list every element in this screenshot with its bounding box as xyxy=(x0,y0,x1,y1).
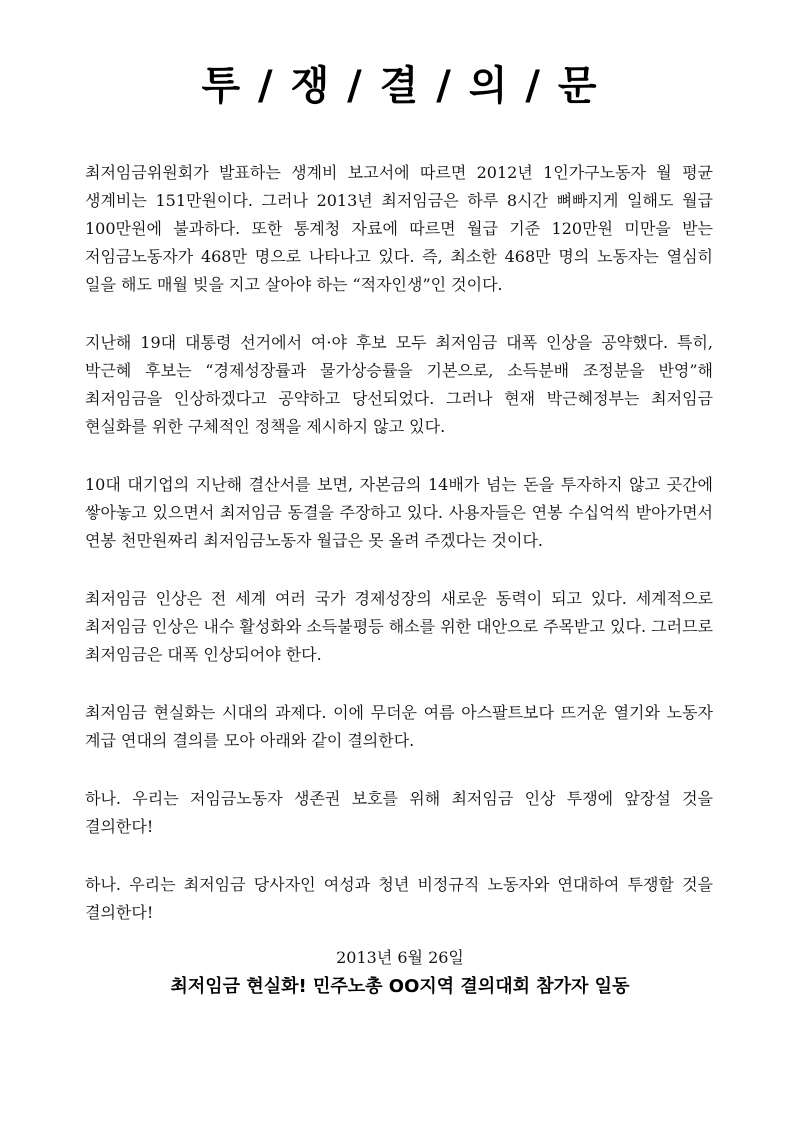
document-body xyxy=(85,159,713,957)
paragraph-resolution-intro: 최저임금 현실화는 시대의 과제다. 이에 무더운 여름 아스팔트보다 뜨거운 열기와 노동자 계급 연대의 결의를 모아 아래와 같이 결의한다. xyxy=(85,703,713,750)
paragraph-election-pledge: 지난해 19대 대통령 선거에서 여·야 후보 모두 최저임금 대폭 인상을 공약했다. 특히, 박근혜 후보는 “경제성장률과 물가상승률을 기본으로, 소득분배 조정분을 반영”해 최저임금을 인상하겠다고 공약하고 당선되었다. 그러나 현재 박근혜정부는 최저임금 현실화를 위한 구체적인 정책을 제시하지 않고 있다. xyxy=(85,333,713,436)
document-title: 투 / 쟁 / 결 / 의 / 문 xyxy=(201,63,599,109)
paragraph-living-cost: 최저임금위원회가 발표하는 생계비 보고서에 따르면 2012년 1인가구노동자 월 평균 생계비는 151만원이다. 그러나 2013년 최저임금은 하루 8시간 뼈빠지게 일해도 월급 100만원에 불과하다. 또한 통계청 자료에 따르면 월급 기준 120만원 미만을 받는 저임금노동자가 468만 명으로 나타나고 있다. 즉, 최소한 468만 명의 노동자는 열심히 일을 해도 매월 빚을 지고 살아야 하는 “적자인생”인 것이다. xyxy=(85,163,713,294)
document-signature: 최저임금 현실화! 민주노총 OO지역 결의대회 참가자 일동 xyxy=(170,976,630,997)
resolution-item-1: 하나. 우리는 저임금노동자 생존권 보호를 위해 최저임금 인상 투쟁에 앞장설 것을 결의한다! xyxy=(85,789,713,836)
paragraph-conglomerates: 10대 대기업의 지난해 결산서를 보면, 자본금의 14배가 넘는 돈을 투자하지 않고 곳간에 쌓아놓고 있으면서 최저임금 동결을 주장하고 있다. 사용자들은 연봉 수십억씩 받아가면서 연봉 천만원짜리 최저임금노동자 월급은 못 올려 주겠다는 것이다. xyxy=(85,475,713,550)
resolution-item-2: 하나. 우리는 최저임금 당사자인 여성과 청년 비정규직 노동자와 연대하여 투쟁할 것을 결의한다! xyxy=(85,875,713,922)
paragraph-global-trend: 최저임금 인상은 전 세계 여러 국가 경제성장의 새로운 동력이 되고 있다. 세계적으로 최저임금 인상은 내수 활성화와 소득불평등 해소를 위한 대안으로 주목받고 있다. 그러므로 최저임금은 대폭 인상되어야 한다. xyxy=(85,589,713,664)
document-date: 2013년 6월 26일 xyxy=(336,948,464,967)
